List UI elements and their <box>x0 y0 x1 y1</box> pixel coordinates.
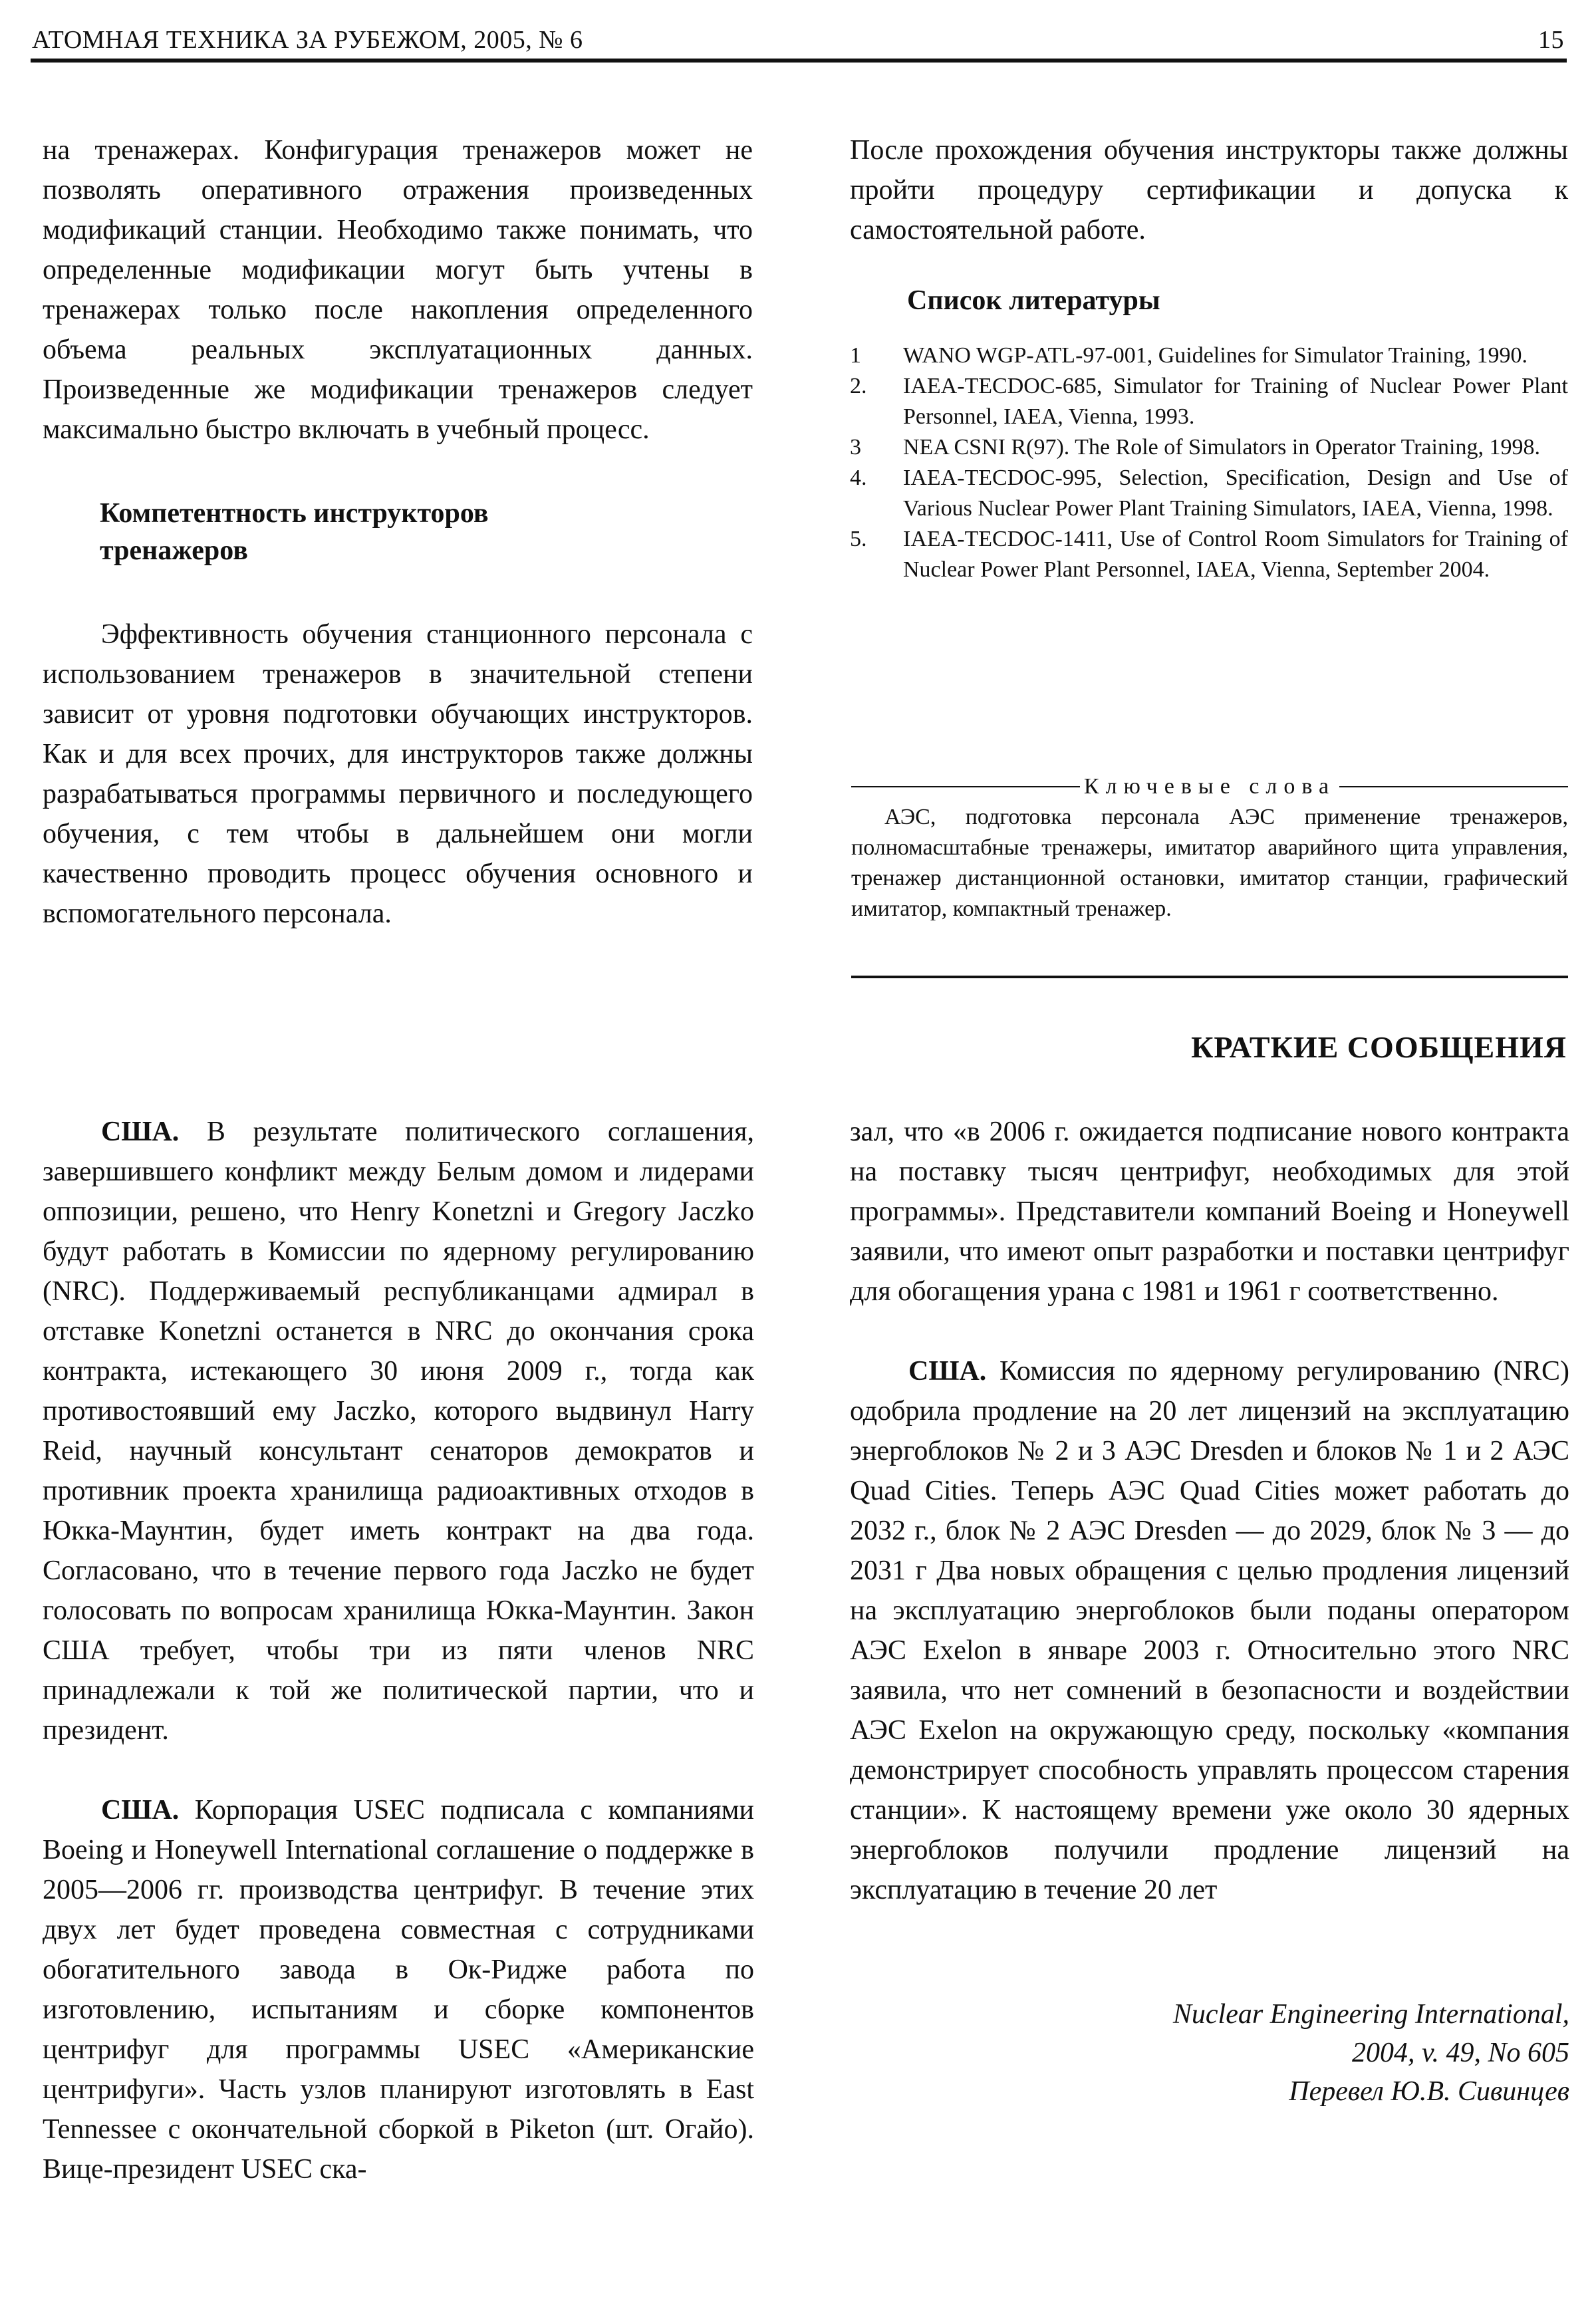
article-right-column <box>850 130 1568 585</box>
news-country: США. <box>101 1795 180 1826</box>
news-text: В результате политического соглашения, завершившего конфликт между Белым домом и лидерами оппозиции, решено, что Henry Konetzni и Gregory Jaczko будут работать в Комиссии по ядерному регулированию (NRC). Поддерживаемый республиканцами адмирал в отставке Konetzni останется в NRC до окончания срока контракта, истекающего 30 июня 2009 г., тогда как противостоявший ему Jaczko, которого выдвинул Harry Reid, научный консультант сенаторов демократов и противник проекта хранилища радиоактивных отходов в Юкка-Маунтин, будет иметь контракт на два года. Согласовано, что в течение первого года Jaczko не будет голосовать по вопросам хранилища Юкка-Маунтин. Закон США требует, чтобы три из пяти членов NRC принадлежали к той же политической партии, что и президент. <box>43 1117 754 1746</box>
news-item <box>850 1351 1569 1910</box>
reference-number: 3 <box>850 435 861 460</box>
reference-text: NEA CSNI R(97). The Role of Simulators in Operator Training, 1998. <box>903 435 1540 460</box>
reference-item <box>850 340 1568 371</box>
running-header <box>32 20 1564 60</box>
keywords-box <box>851 771 1568 924</box>
news-item <box>43 1790 754 2189</box>
reference-item <box>850 371 1568 432</box>
news-text: Корпорация USEC подписала с компаниями Boeing и Honeywell International соглашение о поддержке в 2005—2006 гг. производства центрифуг. В течение этих двух лет будет проведена совместная с сотрудниками обогатительного завода в Ок-Ридже работа по изготовлению, испытаниям и сборке компонентов центрифуг для программы USEC «Американские центрифуги». Часть узлов планируют изготовлять в East Tennessee с окончательной сборкой в Piketon (шт. Огайо). Вице-президент USEC ска- <box>43 1795 754 2185</box>
keywords-title: Ключевые слова <box>1083 774 1336 799</box>
reference-item <box>850 432 1568 463</box>
news-text: Комиссия по ядерному регулированию (NRC) одобрила продление на 20 лет лицензий на эксплуатацию энергоблоков № 2 и 3 АЭС Dresden и блоков № 1 и 2 АЭС Quad Cities. Теперь АЭС Quad Cities может работать до 2032 г., блок № 2 АЭС Dresden — до 2029, блок № 3 — до 2031 г Два новых обращения с целью продления лицензий на эксплуатацию энергоблоков были поданы оператором АЭС Exelon в январе 2003 г. Относительно этого NRC заявила, что нет сомнений в безопасности и воздействии АЭС Exelon на окружающую среду, поскольку «компания демонстрирует способность управлять процессом старения станции». К настоящему времени уже около 30 ядерных энергоблоков получили продление лицензий на эксплуатацию в течение 20 лет <box>850 1356 1569 1905</box>
source-credit <box>850 1995 1569 2111</box>
reference-text: WANO WGP-ATL-97-001, Guidelines for Simulator Training, 1990. <box>903 343 1528 368</box>
keywords-rule-right <box>1339 786 1568 787</box>
news-right-column <box>850 1112 1569 2111</box>
news-section-title: КРАТКИЕ СООБЩЕНИЯ <box>1191 1030 1567 1064</box>
keywords-title-row <box>851 771 1568 802</box>
translator-line: Перевел Ю.В. Сивинцев <box>1289 2076 1569 2107</box>
article-paragraph: Эффективность обучения станционного персонала с использованием тренажеров в значительной степени зависит от уровня подготовки обучающих инструкторов. Как и для всех прочих, для инструкторов также должны разрабатываться программы первичного и последующего обучения, с тем чтобы в дальнейшем они могли качественно проводить процесс обучения основного и вспомогательного персонала. <box>43 619 753 929</box>
reference-text: IAEA-TECDOC-685, Simulator for Training of Nuclear Power Plant Personnel, IAEA, Vienna, 1993. <box>903 374 1568 429</box>
reference-item <box>850 524 1568 585</box>
reference-text: IAEA-TECDOC-995, Selection, Specification, Design and Use of Various Nuclear Power Plant Training Simulators, IAEA, Vienna, 1998. <box>903 466 1568 521</box>
references-list <box>850 340 1568 585</box>
news-item <box>43 1112 754 1750</box>
journal-title: АТОМНАЯ ТЕХНИКА ЗА РУБЕЖОМ, 2005, № 6 <box>32 26 583 54</box>
keywords-bottom-rule <box>851 976 1568 978</box>
reference-text: IAEA-TECDOC-1411, Use of Control Room Simulators for Training of Nuclear Power Plant Personnel, IAEA, Vienna, September 2004. <box>903 527 1568 582</box>
article-left-column <box>43 130 753 934</box>
reference-number: 5. <box>850 527 867 551</box>
reference-number: 4. <box>850 466 867 490</box>
keywords-rule-left <box>851 786 1080 787</box>
page-number: 15 <box>1538 26 1564 54</box>
references-heading: Список литературы <box>907 285 1160 316</box>
reference-number: 2. <box>850 374 867 398</box>
header-rule <box>31 59 1567 63</box>
article-paragraph: на тренажерах. Конфигурация тренажеров может не позволять оперативного отражения произведенных модификаций станции. Необходимо также понимать, что определенные модификации могут быть учтены в тренажерах только после накопления определенного объема реальных эксплуатационных данных. Произведенные же модификации тренажеров следует максимально быстро включать в учебный процесс. <box>43 135 753 445</box>
reference-number: 1 <box>850 343 861 368</box>
source-line: Nuclear Engineering International, <box>1172 1999 1569 2030</box>
news-item-continuation: зал, что «в 2006 г. ожидается подписание нового контракта на поставку тысяч центрифуг, необходимых для этой программы». Представители компаний Boeing и Honeywell заявили, что имеют опыт разработки и поставки центрифуг для обогащения урана с 1981 и 1961 г соответственно. <box>850 1117 1569 1307</box>
source-line: 2004, v. 49, No 605 <box>1351 2038 1569 2068</box>
article-paragraph: После прохождения обучения инструкторы также должны пройти процедуру сертификации и допуска к самостоятельной работе. <box>850 135 1568 245</box>
keywords-text: АЭС, подготовка персонала АЭС применение тренажеров, полномасштабные тренажеры, имитатор аварийного щита управления, тренажер дистанционной остановки, имитатор станции, графический имитатор, компактный тренажер. <box>851 805 1568 921</box>
news-country: США. <box>908 1356 987 1387</box>
reference-item <box>850 463 1568 524</box>
news-country: США. <box>101 1117 180 1147</box>
section-heading: Компетентность инструкторов тренажеров <box>100 498 489 566</box>
news-left-column <box>43 1112 754 2189</box>
